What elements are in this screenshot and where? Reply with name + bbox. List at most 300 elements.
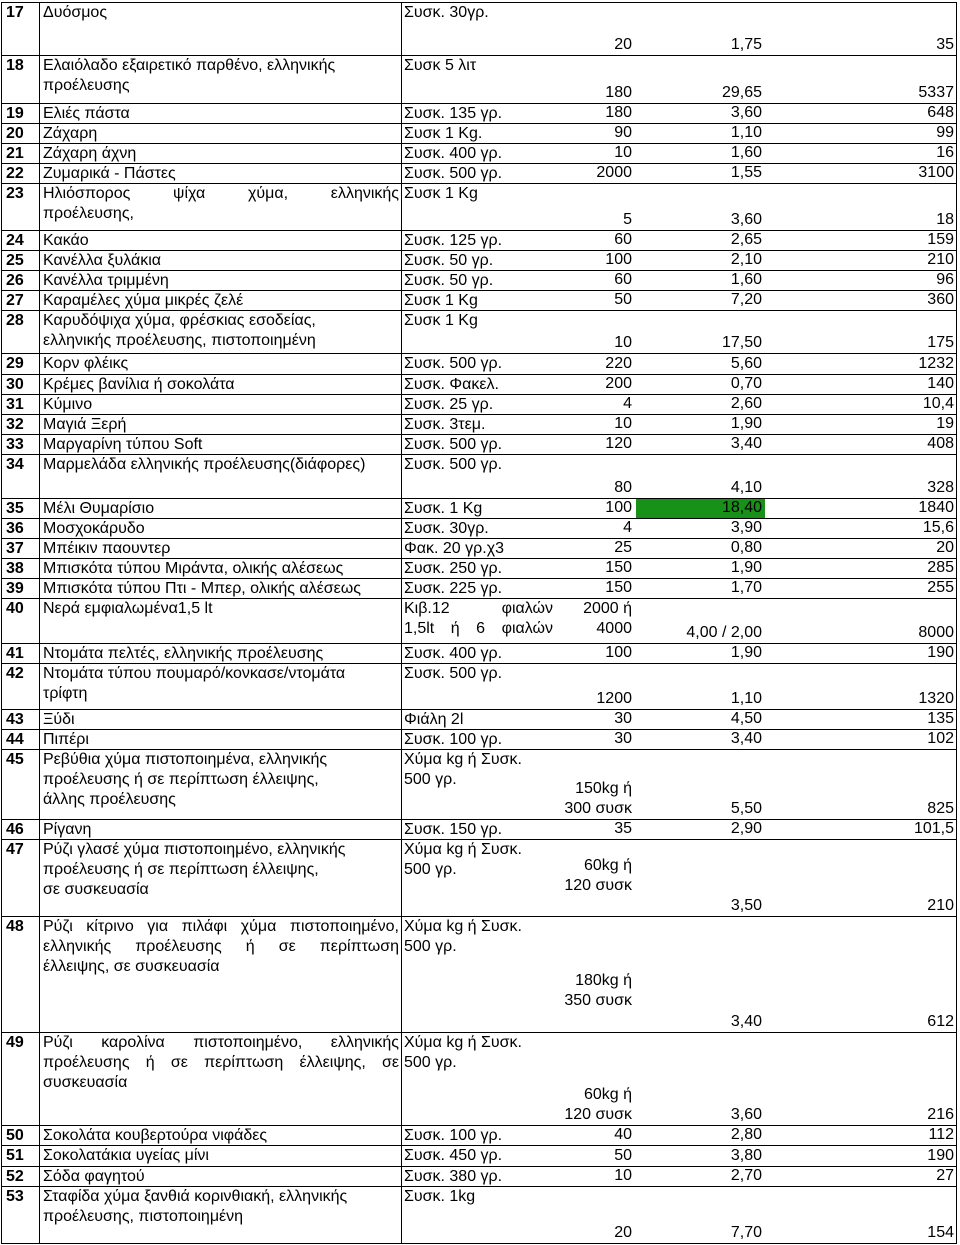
description-line: Ρεβύθια χύμα πιστοποιημένα, ελληνικής <box>43 751 328 768</box>
total-text: 154 <box>927 1224 954 1241</box>
item-description <box>40 917 402 1032</box>
item-total <box>765 519 956 538</box>
item-packaging <box>402 664 555 709</box>
total-text: 27 <box>936 1167 954 1184</box>
item-unit-price <box>636 519 765 538</box>
item-number-text: 44 <box>6 731 24 748</box>
table-row <box>2 499 956 519</box>
unit-price-text: 4,50 <box>730 710 762 727</box>
item-packaging <box>402 455 555 498</box>
item-description <box>40 291 402 310</box>
item-number <box>2 820 40 839</box>
item-unit-price <box>636 840 765 916</box>
item-total <box>765 271 956 290</box>
item-packaging <box>402 644 555 663</box>
packaging-line: Συσκ. 380 γρ. <box>404 1168 503 1185</box>
item-quantity <box>555 311 636 353</box>
packaging-line: 500 γρ. <box>404 861 457 878</box>
quantity-line: 40 <box>614 1126 632 1143</box>
quantity-line: 200 <box>605 375 632 392</box>
table-row <box>2 1187 956 1244</box>
quantity-line: 2000 ή <box>583 600 632 617</box>
item-unit-price <box>636 311 765 353</box>
item-unit-price <box>636 3 765 55</box>
packaging-line: Φακ. 20 γρ.χ3 <box>404 540 504 557</box>
item-packaging <box>402 354 555 374</box>
total-text: 190 <box>927 1147 954 1164</box>
item-quantity <box>555 1187 636 1243</box>
item-quantity <box>555 559 636 578</box>
item-description <box>40 435 402 454</box>
item-total <box>765 455 956 498</box>
quantity-line: 10 <box>614 334 632 351</box>
item-quantity <box>555 644 636 663</box>
unit-price-text: 0,80 <box>730 539 762 556</box>
item-total <box>765 710 956 729</box>
item-unit-price <box>636 231 765 250</box>
item-quantity <box>555 271 636 290</box>
item-quantity <box>555 231 636 250</box>
item-unit-price <box>636 164 765 183</box>
item-number-text: 45 <box>6 751 24 768</box>
unit-price-text: 5,60 <box>730 355 762 372</box>
packaging-line: Συσκ. 100 γρ. <box>404 731 503 748</box>
description-line: Σοκολάτα κουβερτούρα νιφάδες <box>43 1127 268 1144</box>
unit-price-text: 1,90 <box>730 559 762 576</box>
item-quantity <box>555 375 636 394</box>
item-number-text: 42 <box>6 665 24 682</box>
table-row <box>2 559 956 579</box>
item-number <box>2 559 40 578</box>
item-total <box>765 917 956 1032</box>
table-row <box>2 415 956 435</box>
item-unit-price <box>636 730 765 749</box>
total-text: 112 <box>928 1126 954 1143</box>
description-line: Μοσχοκάρυδο <box>43 520 145 537</box>
unit-price-text: 2,10 <box>730 251 762 268</box>
quantity-line: 10 <box>614 415 632 432</box>
quantity-line: 60 <box>614 271 632 288</box>
item-total <box>765 415 956 434</box>
packaging-line: Συσκ. 500 γρ. <box>404 355 503 372</box>
item-unit-price <box>636 559 765 578</box>
item-quantity <box>555 1146 636 1166</box>
item-unit-price <box>636 251 765 270</box>
item-quantity <box>555 499 636 518</box>
item-unit-price <box>636 455 765 498</box>
quantity-line: 60kg ή <box>583 857 632 874</box>
quantity-line: 25 <box>614 539 632 556</box>
unit-price-text: 7,20 <box>730 291 762 308</box>
item-description <box>40 730 402 749</box>
item-number-text: 41 <box>6 645 24 662</box>
quantity-line: 4000 <box>596 620 632 637</box>
item-total <box>765 644 956 663</box>
item-number <box>2 455 40 498</box>
table-row <box>2 579 956 599</box>
item-number <box>2 56 40 103</box>
unit-price-text: 3,60 <box>730 211 762 228</box>
unit-price-text: 1,75 <box>730 36 762 53</box>
table-row <box>2 104 956 124</box>
item-description <box>40 1167 402 1186</box>
description-line: Ρίγανη <box>43 821 92 838</box>
quantity-line: 150kg ή <box>575 780 632 797</box>
quantity-line: 100 <box>605 251 632 268</box>
total-text: 216 <box>927 1106 954 1123</box>
item-number-text: 49 <box>6 1034 24 1051</box>
table-row <box>2 354 956 375</box>
unit-price-text: 3,40 <box>730 435 762 452</box>
packaging-line: Συσκ. 400 γρ. <box>404 645 503 662</box>
item-total <box>765 375 956 394</box>
item-number <box>2 579 40 598</box>
description-line: προέλευσης ή σε περίπτωση έλλειψης, <box>43 861 319 878</box>
total-text: 1840 <box>918 499 954 516</box>
table-row <box>2 184 956 231</box>
quantity-line: 50 <box>614 1147 632 1164</box>
item-quantity <box>555 750 636 819</box>
description-line: προέλευσης ή σε περίπτωση έλλειψης, <box>43 771 319 788</box>
item-unit-price <box>636 375 765 394</box>
item-description <box>40 599 402 643</box>
unit-price-text: 3,80 <box>730 1147 762 1164</box>
description-line: Κανέλλα τριμμένη <box>43 272 169 289</box>
description-line: Σόδα φαγητού <box>43 1168 145 1185</box>
item-total <box>765 599 956 643</box>
item-packaging <box>402 730 555 749</box>
total-text: 825 <box>927 800 954 817</box>
item-unit-price <box>636 820 765 839</box>
item-total <box>765 1126 956 1145</box>
item-number <box>2 1033 40 1125</box>
total-text: 15,6 <box>922 519 954 536</box>
item-number-text: 19 <box>6 105 24 122</box>
item-description <box>40 104 402 123</box>
item-number-text: 23 <box>6 185 24 202</box>
item-number-text: 29 <box>6 355 24 372</box>
packaging-line: 500 γρ. <box>404 938 457 955</box>
item-number <box>2 184 40 230</box>
quantity-line: 2000 <box>596 164 632 181</box>
total-text: 612 <box>927 1013 954 1030</box>
item-packaging <box>402 1033 555 1125</box>
item-unit-price <box>636 435 765 454</box>
description-line: Μαγιά Ξερή <box>43 416 127 433</box>
unit-price-text: 0,70 <box>730 375 762 392</box>
total-text: 35 <box>936 36 954 53</box>
table-row <box>2 664 956 710</box>
item-number-text: 46 <box>6 821 24 838</box>
unit-price-text: 2,60 <box>730 395 762 412</box>
unit-price-text: 1,70 <box>730 579 762 596</box>
quantity-line: 1200 <box>596 690 632 707</box>
item-number <box>2 664 40 709</box>
item-number <box>2 251 40 270</box>
item-number <box>2 1167 40 1186</box>
item-unit-price <box>636 917 765 1032</box>
description-line: Πιπέρι <box>43 731 89 748</box>
item-unit-price <box>636 144 765 163</box>
table-row <box>2 750 956 820</box>
unit-price-text: 2,65 <box>730 231 762 248</box>
description-line: ελληνικής προέλευσης, πιστοποιημένη <box>43 332 316 349</box>
quantity-line: 350 συσκ <box>564 992 632 1009</box>
description-line: Καραμέλες χύμα μικρές ζελέ <box>43 292 244 309</box>
unit-price-text: 3,60 <box>730 1106 762 1123</box>
packaging-line: Συσκ. 50 γρ. <box>404 252 494 269</box>
item-packaging <box>402 917 555 1032</box>
item-description <box>40 499 402 518</box>
item-quantity <box>555 124 636 143</box>
item-description <box>40 579 402 598</box>
description-line: Μαρμελάδα ελληνικής προέλευσης(διάφορες) <box>43 456 366 473</box>
packaging-line: Συσκ. 500 γρ. <box>404 456 503 473</box>
item-quantity <box>555 840 636 916</box>
packaging-line: Συσκ. 500 γρ. <box>404 165 503 182</box>
table-row <box>2 144 956 164</box>
item-number-text: 27 <box>6 292 24 309</box>
unit-price-text: 1,90 <box>730 415 762 432</box>
packaging-line: Συσκ. 50 γρ. <box>404 272 494 289</box>
table-row <box>2 231 956 251</box>
item-quantity <box>555 1033 636 1125</box>
item-packaging <box>402 710 555 729</box>
item-number <box>2 599 40 643</box>
table-row <box>2 455 956 499</box>
description-line: σε συσκευασία <box>43 881 149 898</box>
total-text: 285 <box>927 559 954 576</box>
description-line: Ρύζι γλασέ χύμα πιστοποιημένο, ελληνικής <box>43 841 346 858</box>
total-text: 3100 <box>918 164 954 181</box>
table-row <box>2 1033 956 1126</box>
unit-price-text: 1,60 <box>730 271 762 288</box>
description-line: Κορν φλέικς <box>43 355 129 372</box>
item-description <box>40 1033 402 1125</box>
packaging-line: Συσκ. 30γρ. <box>404 4 489 21</box>
total-text: 101,5 <box>913 820 954 837</box>
packaging-line: Συσκ. 500 γρ. <box>404 665 503 682</box>
item-packaging <box>402 104 555 123</box>
unit-price-text: 4,10 <box>730 479 762 496</box>
table-row <box>2 644 956 664</box>
item-packaging <box>402 1167 555 1186</box>
item-packaging <box>402 579 555 598</box>
total-text: 210 <box>927 251 954 268</box>
packaging-line: 500 γρ. <box>404 1054 457 1071</box>
unit-price-text: 3,50 <box>730 897 762 914</box>
total-text: 190 <box>927 644 954 661</box>
item-number <box>2 1146 40 1166</box>
item-description <box>40 455 402 498</box>
item-packaging <box>402 144 555 163</box>
total-text: 360 <box>927 291 954 308</box>
total-text: 99 <box>936 124 954 141</box>
item-quantity <box>555 104 636 123</box>
description-line: Ρύζι καρολίνα πιστοποιημένο, ελληνικής <box>43 1034 399 1051</box>
item-packaging <box>402 311 555 353</box>
item-description <box>40 56 402 103</box>
item-total <box>765 664 956 709</box>
unit-price-text: 1,60 <box>730 144 762 161</box>
item-number <box>2 1126 40 1145</box>
item-number <box>2 395 40 414</box>
unit-price-text: 7,70 <box>730 1224 762 1241</box>
item-packaging <box>402 164 555 183</box>
item-number-text: 18 <box>6 57 24 74</box>
total-text: 102 <box>927 730 954 747</box>
item-number <box>2 271 40 290</box>
quantity-line: 30 <box>614 730 632 747</box>
table-row <box>2 840 956 917</box>
description-line: Μπισκότα τύπου Πτι - Μπερ, ολικής αλέσεως <box>43 580 361 597</box>
total-text: 648 <box>927 104 954 121</box>
unit-price-text: 5,50 <box>730 800 762 817</box>
item-total <box>765 840 956 916</box>
packaging-line: Συσκ. Φακελ. <box>404 376 499 393</box>
item-number <box>2 1187 40 1243</box>
description-line: Μπισκότα τύπου Μιράντα, ολικής αλέσεως <box>43 560 344 577</box>
item-total <box>765 231 956 250</box>
total-text: 20 <box>936 539 954 556</box>
item-quantity <box>555 251 636 270</box>
packaging-line: Συσκ. 250 γρ. <box>404 560 503 577</box>
item-description <box>40 820 402 839</box>
item-quantity <box>555 415 636 434</box>
description-line: Ελαιόλαδο εξαιρετικό παρθένο, ελληνικής <box>43 57 336 74</box>
item-description <box>40 395 402 414</box>
item-number-text: 47 <box>6 841 24 858</box>
item-unit-price <box>636 1146 765 1166</box>
item-number-text: 40 <box>6 600 24 617</box>
item-quantity <box>555 144 636 163</box>
description-line: άλλης προέλευσης <box>43 791 176 808</box>
item-quantity <box>555 435 636 454</box>
table-row <box>2 56 956 104</box>
table-row <box>2 730 956 750</box>
item-total <box>765 311 956 353</box>
item-unit-price <box>636 539 765 558</box>
table-row <box>2 291 956 311</box>
item-packaging <box>402 415 555 434</box>
item-packaging <box>402 184 555 230</box>
packaging-line: Χύμα kg ή Συσκ. <box>404 1034 522 1051</box>
item-quantity <box>555 579 636 598</box>
packaging-line: Συσκ 1 Kg <box>404 185 478 202</box>
description-line: προέλευσης ή σε περίπτωση έλλειψης, σε <box>43 1054 399 1071</box>
item-total <box>765 104 956 123</box>
total-text: 135 <box>927 710 954 727</box>
item-total <box>765 435 956 454</box>
description-line: προέλευσης, <box>43 205 134 222</box>
item-number <box>2 354 40 374</box>
item-total <box>765 251 956 270</box>
item-quantity <box>555 820 636 839</box>
description-line: Μαργαρίνη τύπου Soft <box>43 436 203 453</box>
description-line: Κακάο <box>43 232 89 249</box>
item-total <box>765 559 956 578</box>
item-number-text: 31 <box>6 396 24 413</box>
item-number-text: 50 <box>6 1127 24 1144</box>
item-unit-price <box>636 1033 765 1125</box>
item-number <box>2 291 40 310</box>
packaging-line: Χύμα kg ή Συσκ. <box>404 751 522 768</box>
item-quantity <box>555 354 636 374</box>
item-quantity <box>555 710 636 729</box>
packaging-line: Κιβ.12 φιαλών <box>404 600 553 617</box>
unit-price-text: 1,90 <box>730 644 762 661</box>
item-quantity <box>555 917 636 1032</box>
item-description <box>40 664 402 709</box>
quantity-line: 10 <box>614 144 632 161</box>
item-number <box>2 375 40 394</box>
total-text: 1320 <box>918 690 954 707</box>
quantity-line: 60kg ή <box>583 1086 632 1103</box>
item-packaging <box>402 375 555 394</box>
item-packaging <box>402 559 555 578</box>
packaging-line: 500 γρ. <box>404 771 457 788</box>
description-line: Ρύζι κίτρινο για πιλάφι χύμα πιστοποιημένο, <box>43 918 399 935</box>
quantity-line: 120 συσκ <box>564 877 632 894</box>
table-row <box>2 599 956 644</box>
item-number <box>2 435 40 454</box>
total-text: 140 <box>927 375 954 392</box>
quantity-line: 150 <box>605 559 632 576</box>
item-unit-price <box>636 354 765 374</box>
total-text: 18 <box>936 211 954 228</box>
description-line: έλλειψης, σε συσκευασία <box>43 958 220 975</box>
description-line: Ζυμαρικά - Πάστες <box>43 165 176 182</box>
packaging-line: Συσκ. 100 γρ. <box>404 1127 503 1144</box>
item-number <box>2 730 40 749</box>
item-description <box>40 644 402 663</box>
table-row <box>2 375 956 395</box>
item-description <box>40 164 402 183</box>
description-line: Ζάχαρη άχνη <box>43 145 137 162</box>
item-packaging <box>402 231 555 250</box>
item-packaging <box>402 820 555 839</box>
item-quantity <box>555 291 636 310</box>
price-table <box>1 2 957 1244</box>
item-number <box>2 124 40 143</box>
item-total <box>765 820 956 839</box>
item-number-text: 36 <box>6 520 24 537</box>
item-number-text: 28 <box>6 312 24 329</box>
unit-price-text: 1,10 <box>730 690 762 707</box>
item-packaging <box>402 395 555 414</box>
packaging-line: Συσκ. 1kg <box>404 1188 476 1205</box>
unit-price-text: 4,00 / 2,00 <box>686 624 762 641</box>
quantity-line: 100 <box>605 644 632 661</box>
item-unit-price <box>636 1126 765 1145</box>
packaging-line: Συσκ 1 Κg. <box>404 125 483 142</box>
item-number-text: 22 <box>6 165 24 182</box>
item-number <box>2 104 40 123</box>
item-description <box>40 271 402 290</box>
packaging-line: 1,5lt ή 6 φιαλών <box>404 620 553 637</box>
quantity-line: 120 συσκ <box>564 1106 632 1123</box>
description-line: Ηλιόσπορος ψίχα χύμα, ελληνικής <box>43 185 399 202</box>
item-number-text: 30 <box>6 376 24 393</box>
quantity-line: 4 <box>623 395 632 412</box>
item-number <box>2 750 40 819</box>
table-row <box>2 917 956 1033</box>
quantity-line: 120 <box>605 435 632 452</box>
quantity-line: 80 <box>614 479 632 496</box>
item-description <box>40 710 402 729</box>
item-quantity <box>555 539 636 558</box>
packaging-line: Συσκ. 225 γρ. <box>404 580 503 597</box>
